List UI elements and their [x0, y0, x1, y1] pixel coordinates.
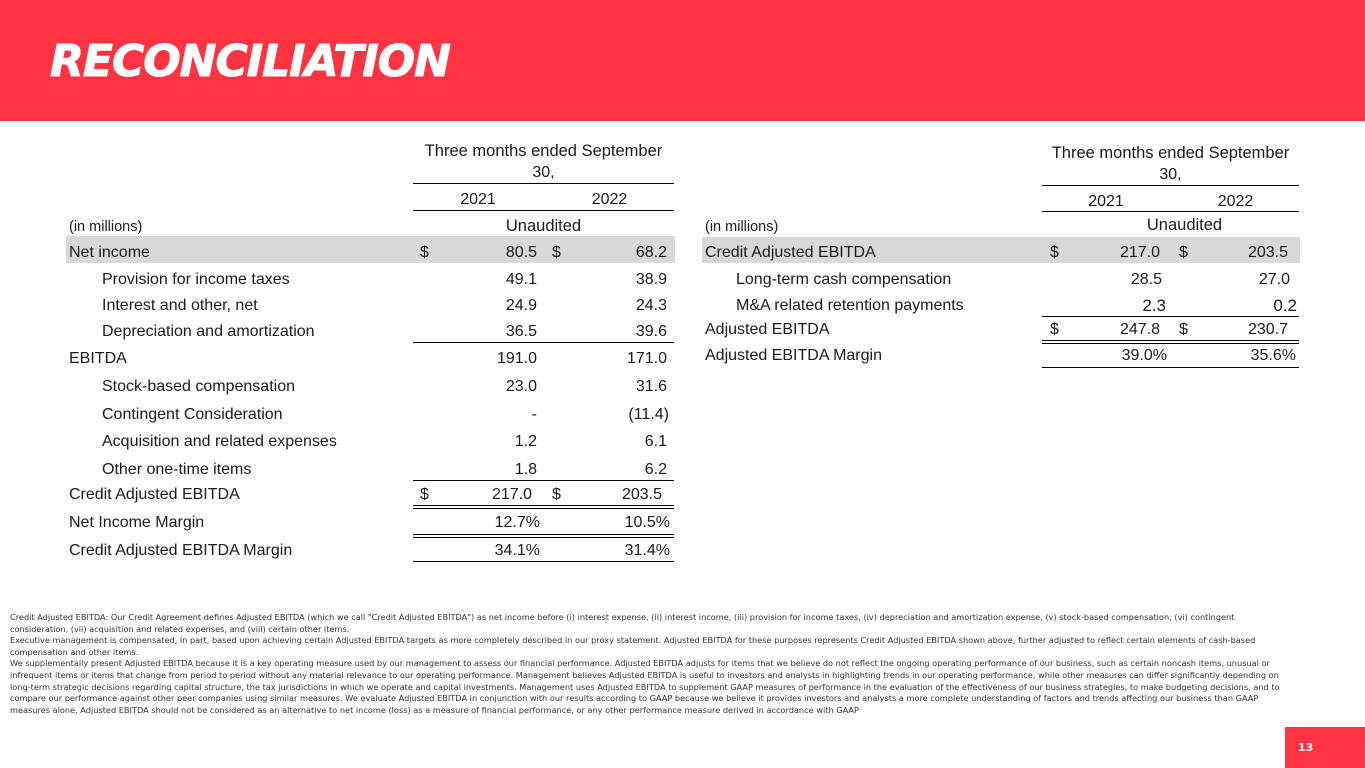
- dollar-sign: $: [1050, 244, 1059, 261]
- left-period-header: Three months ended September: [424, 142, 663, 160]
- value-2021: 23.0: [505, 378, 537, 395]
- right-col-2021: 2021: [1088, 193, 1124, 210]
- row-label-depreciation: Depreciation and amortization: [102, 323, 315, 340]
- value-2022: 6.1: [644, 433, 667, 450]
- footnote-credit-adjusted-ebitda: Credit Adjusted EBITDA: Our Credit Agreement defines Adjusted EBITDA (which we call "Credit Adjusted EBITDA") as net income before (i) interest expense, (ii) interest income, (iii) provision for income taxes, (iv) depreciation and amortization expense, (v) stock-based compensation, (vi) contingent consideration, (vii) acquisition and related expenses, and (viii) certain other items.: [10, 612, 1235, 634]
- dollar-sign: $: [1179, 244, 1188, 261]
- value-2022: 27.0: [1258, 271, 1290, 288]
- value-2022: 6.2: [644, 461, 667, 478]
- value-2022: (11.4): [628, 406, 669, 423]
- value-2021: 1.8: [514, 461, 537, 478]
- row-label-credit-adj-ebitda: Credit Adjusted EBITDA: [705, 244, 876, 261]
- row-label-net-income-margin: Net Income Margin: [69, 514, 205, 531]
- dollar-sign: $: [1179, 321, 1188, 338]
- divider: [1042, 185, 1299, 186]
- row-label-ebitda: EBITDA: [69, 350, 127, 367]
- double-divider: [413, 534, 674, 538]
- right-period-header-line2: 30,: [1159, 166, 1182, 183]
- row-label-acquisition: Acquisition and related expenses: [102, 433, 337, 450]
- left-col-2022: 2022: [591, 191, 628, 208]
- divider: [1042, 211, 1299, 212]
- page-number: 13: [1298, 741, 1314, 754]
- row-label-stock-comp: Stock-based compensation: [102, 378, 295, 395]
- row-label-adjusted-ebitda-margin: Adjusted EBITDA Margin: [705, 347, 882, 364]
- left-period-header-line2: 30,: [532, 164, 555, 181]
- right-units-label: (in millions): [705, 219, 779, 235]
- value-2021: 49.1: [505, 271, 537, 288]
- row-label-interest: Interest and other, net: [102, 297, 258, 314]
- value-2021: 36.5: [505, 323, 537, 340]
- divider: [413, 183, 674, 184]
- value-2021: 217.0: [1119, 244, 1160, 261]
- value-2022: 24.3: [635, 297, 667, 314]
- dollar-sign: $: [420, 244, 429, 261]
- value-2022: 203.5: [621, 486, 662, 503]
- value-2022: 230.7: [1247, 321, 1288, 338]
- value-2021: 39.0%: [1121, 347, 1167, 364]
- double-divider: [413, 505, 674, 509]
- value-2022: 39.6: [635, 323, 667, 340]
- footnote-executive-compensation: Executive management is compensated, in part, based upon achieving certain Adjusted EBITDA targets as more completely described in our proxy statement. Adjusted EBITDA for these purposes represents Credit Adjusted EBITDA shown above, further adjusted to reflect certain elements of cash-based compensation and other items.: [10, 635, 1256, 657]
- value-2022: 31.4%: [624, 542, 670, 559]
- divider: [413, 561, 674, 562]
- left-col-2021: 2021: [460, 191, 496, 208]
- highlight-row-bg: [66, 236, 675, 263]
- value-2022: 31.6: [635, 378, 667, 395]
- value-2021: 247.8: [1119, 321, 1160, 338]
- page-title: RECONCILIATION: [50, 36, 450, 87]
- value-2022: 203.5: [1247, 244, 1288, 261]
- dollar-sign: $: [552, 244, 561, 261]
- right-col-2022: 2022: [1217, 193, 1254, 210]
- value-2021: 24.9: [505, 297, 537, 314]
- row-label-net-income: Net income: [69, 244, 150, 261]
- dollar-sign: $: [420, 486, 429, 503]
- page-number-box: [1285, 727, 1365, 768]
- row-label-other-items: Other one-time items: [102, 461, 252, 478]
- right-period-header: Three months ended September: [1051, 144, 1290, 162]
- value-2022: 0.2: [1273, 296, 1297, 315]
- footnotes: [10, 612, 1285, 716]
- value-2021: 80.5: [505, 244, 537, 261]
- row-label-retention-payments: M&A related retention payments: [736, 297, 964, 314]
- value-2022: 10.5%: [624, 514, 670, 531]
- dollar-sign: $: [552, 486, 561, 503]
- dollar-sign: $: [1050, 321, 1059, 338]
- divider: [413, 480, 674, 481]
- title-banner: [0, 0, 1365, 121]
- row-label-contingent: Contingent Consideration: [102, 406, 283, 423]
- value-2021: 28.5: [1130, 271, 1162, 288]
- divider: [1042, 367, 1299, 368]
- footnote-adjusted-ebitda: We supplementally present Adjusted EBITDA because it is a key operating measure used by our management to assess our financial performance. Adjusted EBITDA adjusts for items that we believe do not reflect the ongoing operating performance of our business, such as certain noncash items, unusual or infrequent items or items that change from period to period without any material relevance to our operating performance. Management believes Adjusted EBITDA is useful to investors and analysts in highlighting trends in our operating performance, while other measures can differ significantly depending on long-term strategic decisions regarding capital structure, the tax jurisdictions in which we operate and capital investments. Management uses Adjusted EBITDA to supplement GAAP measures of performance in the evaluation of the effectiveness of our business strategies, to make budgeting decisions, and to compare our performance against other peer companies using similar measures. We evaluate Adjusted EBITDA in conjunction with our results according to GAAP because we believe it provides investors and analysts a more complete understanding of factors and trends affecting our business than GAAP measures alone. Adjusted EBITDA should not be considered as an alternative to net income (loss) as a measure of financial performance, or any other performance measure derived in accordance with GAAP: [10, 658, 1280, 715]
- right-unaudited-label: Unaudited: [1146, 216, 1223, 234]
- left-unaudited-label: Unaudited: [505, 217, 582, 235]
- divider: [413, 342, 674, 343]
- row-label-credit-adj-ebitda: Credit Adjusted EBITDA: [69, 486, 240, 503]
- left-units-label: (in millions): [69, 219, 143, 235]
- value-2022: 35.6%: [1250, 347, 1296, 364]
- value-2021: 34.1%: [494, 542, 540, 559]
- divider: [413, 210, 674, 211]
- value-2021: 1.2: [514, 433, 537, 450]
- divider: [1042, 316, 1299, 317]
- row-label-provision-taxes: Provision for income taxes: [102, 271, 290, 288]
- row-label-long-term-cash-comp: Long-term cash compensation: [736, 271, 952, 288]
- row-label-adjusted-ebitda: Adjusted EBITDA: [705, 321, 830, 338]
- row-label-credit-adj-ebitda-margin: Credit Adjusted EBITDA Margin: [69, 542, 293, 559]
- value-2021: -: [531, 406, 537, 423]
- value-2022: 171.0: [626, 350, 667, 367]
- value-2022: 38.9: [635, 271, 667, 288]
- value-2021: 12.7%: [494, 514, 540, 531]
- value-2021: 217.0: [491, 486, 532, 503]
- double-divider: [1042, 340, 1299, 344]
- value-2022: 68.2: [635, 244, 667, 261]
- value-2021: 2.3: [1142, 296, 1166, 315]
- value-2021: 191.0: [496, 350, 537, 367]
